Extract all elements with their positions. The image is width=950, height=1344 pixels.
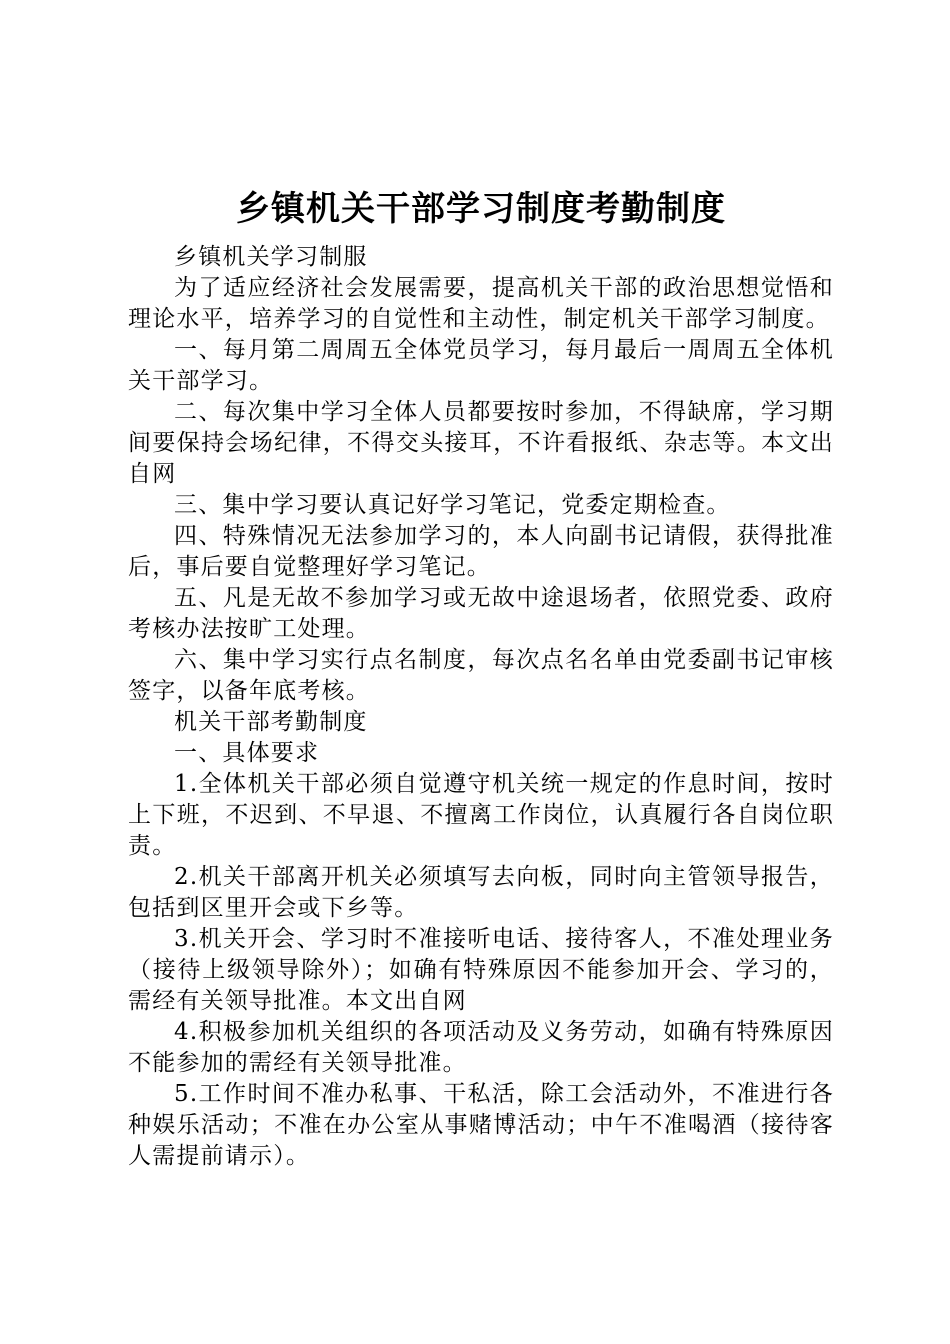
document-page xyxy=(128,186,834,1172)
paragraph-requirement-1: 1.全体机关干部必须自觉遵守机关统一规定的作息时间，按时上下班，不迟到、不早退、不擅离工作岗位，认真履行各自岗位职责。 xyxy=(128,771,834,859)
paragraph-requirement-4: 4.积极参加机关组织的各项活动及义务劳动，如确有特殊原因不能参加的需经有关领导批准。 xyxy=(128,1019,834,1076)
document-body xyxy=(128,242,834,1172)
paragraph-study-rule-6: 六、集中学习实行点名制度，每次点名名单由党委副书记审核签字，以备年底考核。 xyxy=(128,647,834,704)
paragraph-study-rule-1: 一、每月第二周周五全体党员学习，每月最后一周周五全体机关干部学习。 xyxy=(128,337,834,394)
paragraph-requirements-heading: 一、具体要求 xyxy=(174,740,320,766)
paragraph-study-rule-4: 四、特殊情况无法参加学习的，本人向副书记请假，获得批准后，事后要自觉整理好学习笔记。 xyxy=(128,523,834,580)
paragraph-requirement-3: 3.机关开会、学习时不准接听电话、接待客人，不准处理业务（接待上级领导除外）；如确有特殊原因不能参加开会、学习的，需经有关领导批准。本文出自网 xyxy=(128,926,834,1014)
paragraph-study-rule-2: 二、每次集中学习全体人员都要按时参加，不得缺席，学习期间要保持会场纪律，不得交头接耳，不许看报纸、杂志等。本文出自网 xyxy=(128,399,834,487)
paragraph-study-rule-3: 三、集中学习要认真记好学习笔记，党委定期检查。 xyxy=(174,492,731,518)
paragraph-study-rule-5: 五、凡是无故不参加学习或无故中途退场者，依照党委、政府考核办法按旷工处理。 xyxy=(128,585,834,642)
paragraph-attendance-heading: 机关干部考勤制度 xyxy=(174,709,368,735)
paragraph-intro: 为了适应经济社会发展需要，提高机关干部的政治思想觉悟和理论水平，培养学习的自觉性和主动性，制定机关干部学习制度。 xyxy=(128,275,834,332)
paragraph-requirement-2: 2.机关干部离开机关必须填写去向板，同时向主管领导报告，包括到区里开会或下乡等。 xyxy=(128,864,834,921)
document-title: 乡镇机关干部学习制度考勤制度 xyxy=(236,189,726,229)
paragraph-study-system-heading: 乡镇机关学习制服 xyxy=(174,244,368,270)
paragraph-requirement-5: 5.工作时间不准办私事、干私活，除工会活动外，不准进行各种娱乐活动；不准在办公室从事赌博活动；中午不准喝酒（接待客人需提前请示）。 xyxy=(128,1081,834,1169)
